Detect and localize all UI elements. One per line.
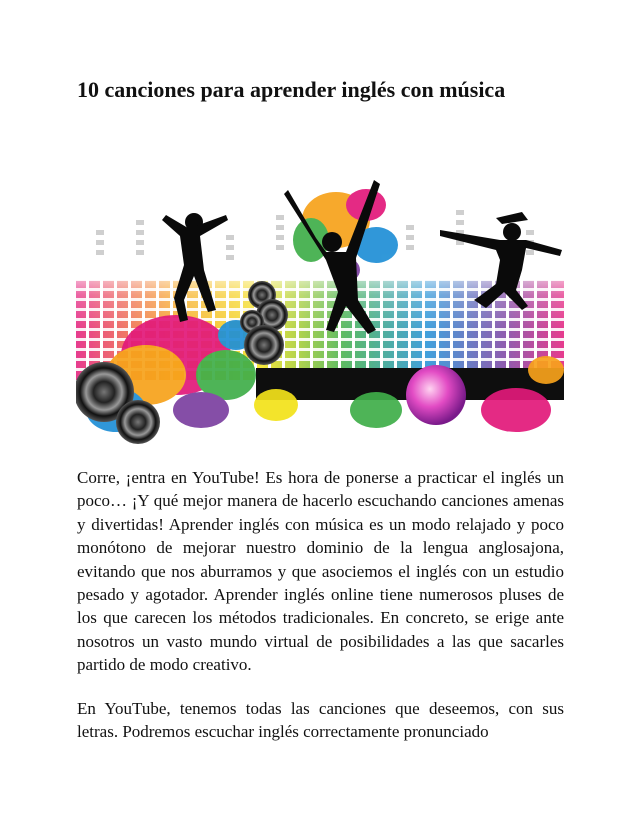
body-paragraph-2: En YouTube, tenemos todas las canciones que deseemos, con sus letras. Podremos escuchar inglés correctamente pronunciado	[77, 699, 564, 742]
hero-illustration	[76, 160, 564, 452]
body-paragraph-1: Corre, ¡entra en YouTube! Es hora de ponerse a practicar el inglés un poco… ¡Y qué mejor manera de hacerlo escuchando canciones amenas y divertidas! Aprender inglés con música es un modo relajado y poco monótono de mejorar nuestro dominio de la lengua anglosajona, evitando que nos aburramos y que asociemos el inglés con un estudio pesado y agotador. Aprender inglés online tiene numerosos pluses de los que carecen los métodos tradicionales. En concreto, se erige ante nosotros un vasto mundo virtual de posibilidades a las que sacarles partido de modo creativo.	[77, 468, 564, 675]
document-title: 10 canciones para aprender inglés con música	[77, 77, 506, 102]
dancers-music-illustration	[76, 160, 564, 452]
disco-ball	[406, 365, 466, 425]
